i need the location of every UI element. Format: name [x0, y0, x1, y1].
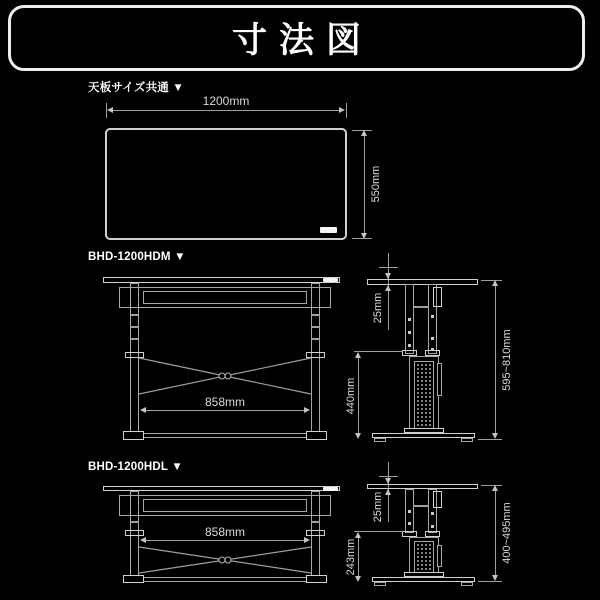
under-desk-tray-inner — [143, 499, 307, 512]
brand-badge — [323, 278, 338, 282]
arrow-right-icon — [339, 107, 345, 113]
title-box — [8, 5, 585, 71]
foot-right — [306, 431, 327, 440]
page-title: 寸法図 — [231, 21, 373, 60]
tabletop-depth-dimension-line — [364, 135, 365, 234]
hdm-section-label: BHD-1200HDM ▼ — [88, 251, 186, 263]
post-hole — [431, 315, 434, 318]
tabletop-outline — [105, 128, 347, 240]
base-foot — [374, 438, 386, 442]
post-hole — [408, 522, 411, 525]
arrow-down-icon — [492, 575, 498, 581]
post-hole — [408, 510, 411, 513]
dimension-extension-line — [388, 253, 389, 330]
tabletop-width-dimension-line — [112, 110, 340, 111]
post-hole — [408, 344, 411, 347]
base-plate — [372, 577, 475, 582]
leg-adjust-tick — [130, 326, 139, 328]
hdm-top-thickness-label: 25mm — [372, 292, 384, 324]
hdl-lower-height-label: 243mm — [345, 538, 357, 576]
base-foot — [374, 582, 386, 586]
arrow-up-icon — [385, 489, 391, 495]
hdl-inner-width-label: 858mm — [204, 525, 245, 539]
hdl-height-range-label: 400~495mm — [501, 502, 513, 564]
leg-adjust-tick — [130, 338, 139, 340]
post-hole — [408, 318, 411, 321]
cross-brace — [139, 544, 311, 576]
hdl-section-label: BHD-1200HDL ▼ — [88, 461, 183, 473]
base-foot — [461, 582, 473, 586]
leg-adjust-tick — [311, 338, 320, 340]
arrow-right-icon — [304, 537, 310, 543]
leg-adjust-tick — [311, 314, 320, 316]
arrow-right-icon — [304, 407, 310, 413]
desk-top-side — [367, 484, 478, 489]
hdm-inner-width-label: 858mm — [204, 395, 245, 409]
post-hole — [408, 331, 411, 334]
arrow-left-icon — [107, 107, 113, 113]
post-hole — [431, 337, 434, 340]
arrow-up-icon — [361, 130, 367, 136]
column-bracket — [433, 287, 442, 307]
column-rung — [413, 306, 429, 308]
dimension-extension-line — [478, 439, 502, 440]
column-bracket — [433, 491, 442, 508]
hdl-lower-height-dimension-line — [358, 536, 359, 577]
punched-panel — [414, 541, 434, 573]
hdl-inner-width-dimension-line — [145, 540, 305, 541]
under-desk-tray-inner — [143, 291, 307, 304]
arrow-down-icon — [361, 233, 367, 239]
leg-adjust-tick — [130, 314, 139, 316]
foot-left — [123, 431, 144, 440]
hdm-inner-width-dimension-line — [145, 410, 305, 411]
bottom-crossbar — [125, 577, 325, 582]
arrow-down-icon — [492, 433, 498, 439]
hdm-lower-height-label: 440mm — [345, 377, 357, 415]
arrow-up-icon — [385, 285, 391, 291]
leg-adjust-tick — [311, 521, 320, 523]
hdm-lower-height-dimension-line — [358, 356, 359, 435]
leg-adjust-tick — [130, 521, 139, 523]
base-foot — [461, 438, 473, 442]
post-hole — [431, 512, 434, 515]
arrow-up-icon — [492, 280, 498, 286]
arrow-left-icon — [140, 407, 146, 413]
arrow-up-icon — [492, 485, 498, 491]
brand-badge — [323, 487, 338, 491]
hdm-height-range-dimension-line — [495, 285, 496, 435]
tabletop-depth-dimension-label: 550mm — [370, 165, 382, 203]
hdl-height-range-dimension-line — [495, 490, 496, 577]
cross-brace — [139, 355, 311, 397]
dimension-extension-line — [354, 531, 403, 532]
post-hole — [431, 525, 434, 528]
column-rung — [413, 505, 429, 507]
side-strip — [437, 545, 442, 567]
dimension-extension-line — [346, 103, 347, 118]
foot-left — [123, 575, 144, 583]
brand-badge — [320, 227, 337, 233]
hdl-top-thickness-label: 25mm — [372, 491, 384, 523]
leg-adjust-tick — [311, 326, 320, 328]
tabletop-width-dimension-label: 1200mm — [202, 94, 250, 108]
dimension-extension-line — [354, 351, 403, 352]
tabletop-section-label: 天板サイズ共通 ▼ — [88, 82, 184, 94]
bottom-crossbar — [125, 433, 325, 438]
hdm-height-range-label: 595~810mm — [501, 329, 513, 391]
desk-top-side — [367, 279, 478, 285]
arrow-left-icon — [140, 537, 146, 543]
dimension-extension-line — [478, 581, 502, 582]
base-plate — [372, 433, 475, 438]
punched-panel — [414, 361, 434, 429]
side-strip — [437, 363, 442, 396]
foot-right — [306, 575, 327, 583]
